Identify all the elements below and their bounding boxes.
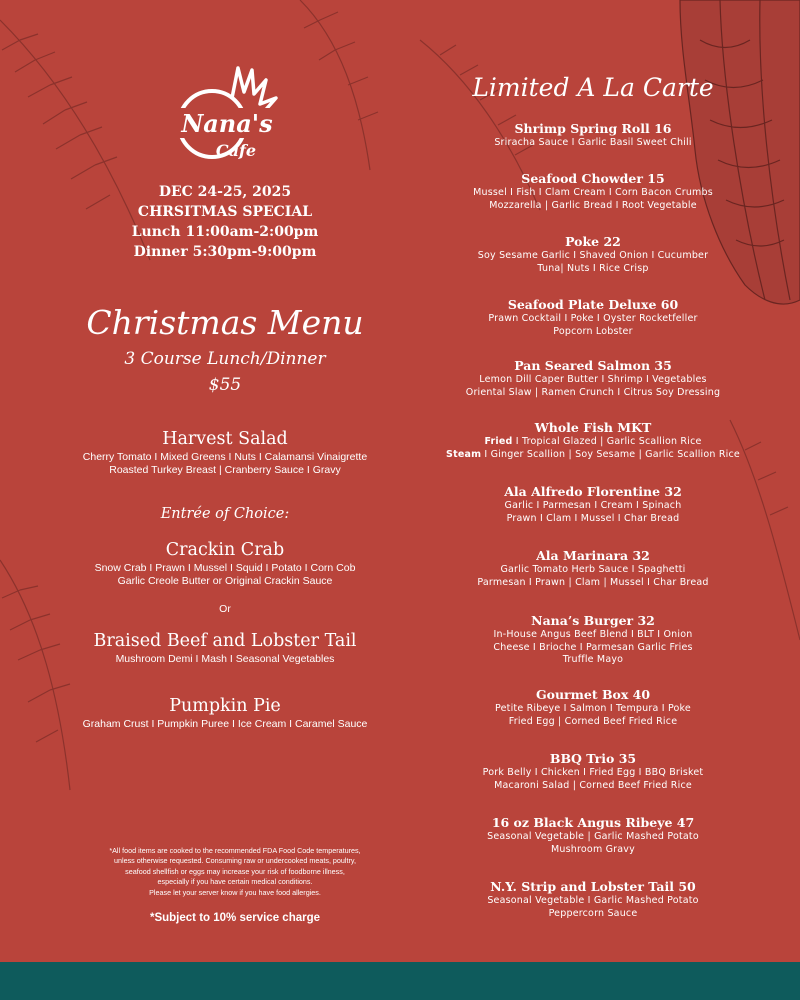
food-disclaimer xyxy=(80,846,390,898)
course-desc: Mushroom Demi I Mash I Seasonal Vegetables xyxy=(115,653,335,665)
course-desc: Roasted Turkey Breast | Cranberry Sauce I Gravy xyxy=(109,464,341,476)
dinner-hours: Dinner 5:30pm-9:00pm xyxy=(133,244,317,260)
menu-item xyxy=(440,612,746,667)
menu-item xyxy=(440,120,746,150)
item-desc: Prawn Cocktail I Poke I Oyster Rocketfeller xyxy=(488,313,698,324)
course-name: Braised Beef and Lobster Tail xyxy=(93,631,357,651)
item-prep-label: Steam xyxy=(446,448,482,460)
item-desc: In-House Angus Beef Blend I BLT I Onion xyxy=(493,629,693,640)
menu-item xyxy=(440,878,746,920)
menu-item xyxy=(440,483,746,525)
christmas-menu-title: Christmas Menu xyxy=(86,303,364,342)
course-desc: Graham Crust I Pumpkin Puree I Ice Cream I Caramel Sauce xyxy=(82,718,368,730)
menu-item xyxy=(440,357,746,399)
menu-item xyxy=(440,750,746,792)
item-name: Poke 22 xyxy=(565,234,621,249)
course-info: 3 Course Lunch/Dinner xyxy=(124,349,326,369)
harvest-salad xyxy=(40,427,410,477)
item-desc-text: I Tropical Glazed | Garlic Scallion Rice xyxy=(512,436,702,447)
item-name: Seafood Plate Deluxe 60 xyxy=(507,297,679,312)
disclaimer-line: seafood shellfish or eggs may increase your risk of foodborne illness, xyxy=(125,866,345,876)
entree-heading: Entrée of Choice: xyxy=(160,506,290,522)
menu-item xyxy=(440,686,746,728)
a-la-carte-title: Limited A La Carte xyxy=(472,73,714,102)
course-desc: Snow Crab I Prawn I Mussel I Squid I Potato I Corn Cob xyxy=(94,562,356,574)
item-desc: Lemon Dill Caper Butter I Shrimp I Vegetables xyxy=(479,374,707,385)
disclaimer-line: unless otherwise requested. Consuming raw or undercooked meats, poultry, xyxy=(114,856,356,866)
item-name: Ala Marinara 32 xyxy=(536,548,650,563)
menu-item xyxy=(440,419,746,461)
item-name: Seafood Chowder 15 xyxy=(521,171,665,186)
item-desc: Seasonal Vegetable I Garlic Mashed Potato xyxy=(487,895,699,906)
menu-item xyxy=(440,296,746,338)
item-desc: Parmesan I Prawn | Clam | Mussel I Char Bread xyxy=(477,576,709,588)
item-desc: Seasonal Vegetable | Garlic Mashed Potato xyxy=(487,831,699,842)
pumpkin-pie xyxy=(40,694,410,731)
item-desc xyxy=(440,449,746,462)
item-desc: Petite Ribeye I Salmon I Tempura I Poke xyxy=(495,703,691,714)
event-dates: DEC 24-25, 2025 xyxy=(158,184,292,200)
item-desc: Garlic Tomato Herb Sauce I Spaghetti xyxy=(500,564,686,575)
disclaimer-line: especially if you have certain medical conditions. xyxy=(157,877,313,887)
item-name: N.Y. Strip and Lobster Tail 50 xyxy=(490,879,696,894)
disclaimer-line: *All food items are cooked to the recommended FDA Food Code temperatures, xyxy=(109,846,361,855)
item-desc: Popcorn Lobster xyxy=(553,325,633,337)
item-name: 16 oz Black Angus Ribeye 47 xyxy=(491,815,695,830)
item-desc: Prawn I Clam I Mussel I Char Bread xyxy=(506,512,680,524)
item-name: Ala Alfredo Florentine 32 xyxy=(504,484,682,499)
item-name: Whole Fish MKT xyxy=(534,420,652,435)
item-desc-text: I Ginger Scallion | Soy Sesame | Garlic Scallion Rice xyxy=(481,448,740,460)
item-desc: Fried Egg | Corned Beef Fried Rice xyxy=(508,715,678,727)
item-desc: Tuna| Nuts I Rice Crisp xyxy=(537,262,649,274)
item-desc: Mozzarella | Garlic Bread I Root Vegetable xyxy=(489,199,697,211)
course-desc: Garlic Creole Butter or Original Crackin Sauce xyxy=(117,575,333,587)
logo-text: Nana's xyxy=(181,109,273,138)
event-info xyxy=(60,182,390,262)
item-prep-label: Fried xyxy=(484,436,513,447)
item-desc xyxy=(440,436,746,449)
course-desc: Cherry Tomato I Mixed Greens I Nuts I Calamansi Vinaigrette xyxy=(82,451,368,463)
item-desc: Pork Belly I Chicken I Fried Egg I BBQ Brisket xyxy=(482,767,704,778)
menu-item xyxy=(440,547,746,589)
crackin-crab xyxy=(40,538,410,588)
item-name: Shrimp Spring Roll 16 xyxy=(514,121,672,136)
logo-subtext: Cafe xyxy=(215,141,257,160)
item-desc: Soy Sesame Garlic I Shaved Onion I Cucumber xyxy=(477,250,709,261)
item-desc: Sriracha Sauce I Garlic Basil Sweet Chili xyxy=(494,137,692,148)
disclaimer-line: Please let your server know if you have food allergies. xyxy=(149,887,321,897)
service-charge-note: *Subject to 10% service charge xyxy=(149,912,321,924)
footer-bar xyxy=(0,962,800,1000)
menu-item xyxy=(440,170,746,212)
event-special: CHRSITMAS SPECIAL xyxy=(137,204,313,220)
braised-beef-lobster xyxy=(40,629,410,666)
menu-item xyxy=(440,814,746,856)
item-desc: Truffle Mayo xyxy=(562,654,624,665)
course-name: Pumpkin Pie xyxy=(169,696,281,716)
menu-price: $55 xyxy=(208,375,242,395)
item-name: BBQ Trio 35 xyxy=(549,751,637,766)
course-name: Crackin Crab xyxy=(165,540,285,560)
item-name: Gourmet Box 40 xyxy=(535,687,651,702)
nanas-cafe-logo xyxy=(164,62,288,162)
item-name: Pan Seared Salmon 35 xyxy=(514,358,672,373)
lunch-hours: Lunch 11:00am-2:00pm xyxy=(131,224,319,240)
item-desc: Garlic I Parmesan I Cream I Spinach xyxy=(504,500,682,511)
item-name: Nana’s Burger 32 xyxy=(531,613,655,628)
item-desc: Oriental Slaw | Ramen Crunch I Citrus Soy Dressing xyxy=(465,386,721,398)
menu-item xyxy=(440,233,746,275)
christmas-menu-subtitle xyxy=(60,346,390,398)
item-desc: Peppercorn Sauce xyxy=(548,907,638,919)
course-name: Harvest Salad xyxy=(162,429,288,449)
item-desc: Mussel I Fish I Clam Cream I Corn Bacon Crumbs xyxy=(473,187,713,198)
item-desc: Cheese I Brioche I Parmesan Garlic Fries xyxy=(493,641,693,653)
or-divider: Or xyxy=(219,603,231,615)
item-desc: Mushroom Gravy xyxy=(551,843,635,855)
item-desc: Macaroni Salad | Corned Beef Fried Rice xyxy=(494,779,692,791)
